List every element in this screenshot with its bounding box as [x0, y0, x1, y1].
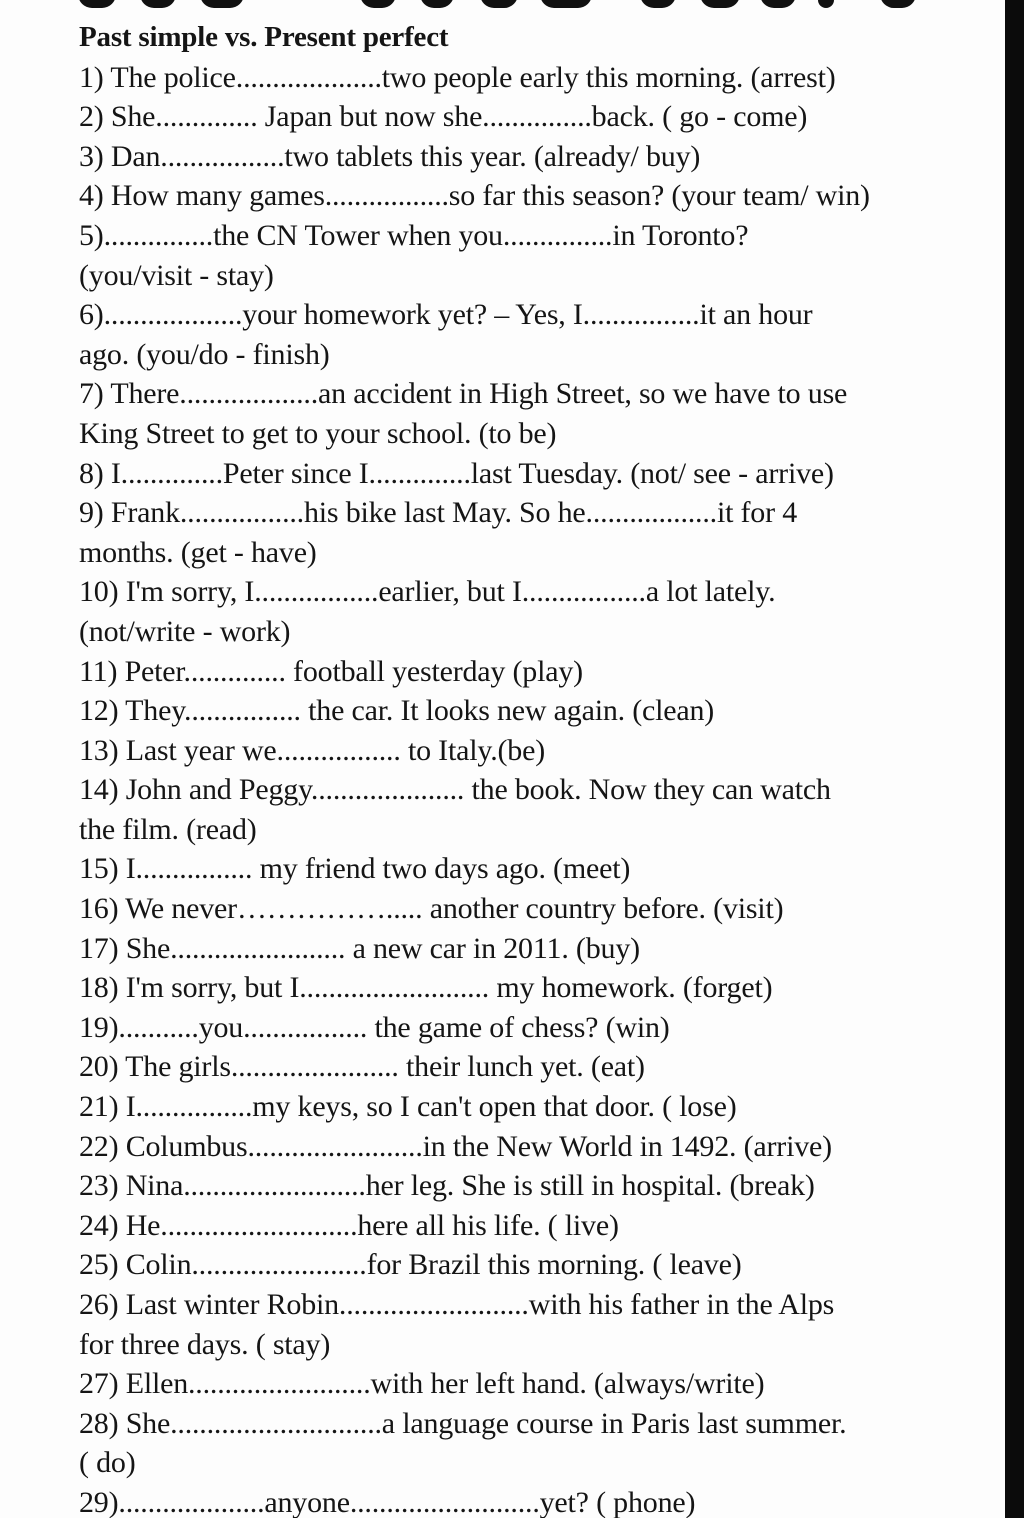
exercise-line: 9) Frank.................his bike last May. So he..................it for 4 — [79, 496, 797, 530]
exercise-line: 3) Dan.................two tablets this year. (already/ buy) — [79, 139, 701, 173]
exercise-line: 1) The police....................two people early this morning. (arrest) — [79, 60, 836, 94]
exercise-line: 18) I'm sorry, but I.......................... my homework. (forget) — [79, 971, 773, 1005]
exercise-line: 13) Last year we................. to Italy.(be) — [79, 733, 546, 767]
worksheet-title: Past simple vs. Present perfect — [79, 21, 449, 53]
cropped-header-text — [0, 0, 1005, 8]
exercise-line: (not/write - work) — [79, 614, 291, 648]
worksheet-content — [79, 18, 979, 1518]
exercise-line: King Street to get to your school. (to be) — [79, 416, 557, 450]
exercise-line: 17) She........................ a new car in 2011. (buy) — [79, 931, 640, 965]
exercise-line: 20) The girls....................... their lunch yet. (eat) — [79, 1050, 645, 1084]
exercise-line: the film. (read) — [79, 812, 257, 846]
exercise-line: 11) Peter.............. football yesterday (play) — [79, 654, 583, 688]
exercise-line: 27) Ellen.........................with her left hand. (always/write) — [79, 1367, 765, 1401]
exercise-line: 14) John and Peggy..................... the book. Now they can watch — [79, 773, 831, 807]
exercise-line: 25) Colin........................for Brazil this morning. ( leave) — [79, 1248, 742, 1282]
exercise-line: 16) We never……………..... another country before. (visit) — [79, 892, 784, 926]
exercise-line: 21) I................my keys, so I can't open that door. ( lose) — [79, 1090, 737, 1124]
exercise-line: 6)...................your homework yet? – Yes, I................it an hour — [79, 298, 813, 332]
exercise-line: ( do) — [79, 1446, 136, 1480]
exercise-line: for three days. ( stay) — [79, 1327, 331, 1361]
exercise-line: 23) Nina.........................her leg. She is still in hospital. (break) — [79, 1169, 815, 1203]
dark-right-edge — [1005, 0, 1024, 1518]
exercise-line: 19)...........you................. the game of chess? (win) — [79, 1010, 670, 1044]
exercise-line: 8) I..............Peter since I..............last Tuesday. (not/ see - arrive) — [79, 456, 834, 490]
exercise-line: (you/visit - stay) — [79, 258, 274, 292]
exercise-line: 29)....................anyone..........................yet? ( phone) — [79, 1485, 696, 1518]
exercise-line: 10) I'm sorry, I.................earlier, but I.................a lot lately. — [79, 575, 776, 609]
exercise-line: 7) There...................an accident in High Street, so we have to use — [79, 377, 848, 411]
exercise-line: 24) He...........................here all his life. ( live) — [79, 1208, 619, 1242]
exercise-line: 28) She.............................a language course in Paris last summer. — [79, 1406, 847, 1440]
exercise-line: 12) They................ the car. It looks new again. (clean) — [79, 694, 715, 728]
exercise-line: months. (get - have) — [79, 535, 317, 569]
exercise-line: 4) How many games.................so far this season? (your team/ win) — [79, 179, 870, 213]
exercise-line: 26) Last winter Robin..........................with his father in the Alps — [79, 1288, 835, 1321]
exercise-line: 15) I................ my friend two days ago. (meet) — [79, 852, 631, 886]
exercise-line: 2) She.............. Japan but now she...............back. ( go - come) — [79, 100, 808, 134]
exercise-line: ago. (you/do - finish) — [79, 337, 330, 371]
exercise-line: 5)...............the CN Tower when you...............in Toronto? — [79, 218, 749, 252]
exercise-line: 22) Columbus........................in the New World in 1492. (arrive) — [79, 1129, 832, 1163]
